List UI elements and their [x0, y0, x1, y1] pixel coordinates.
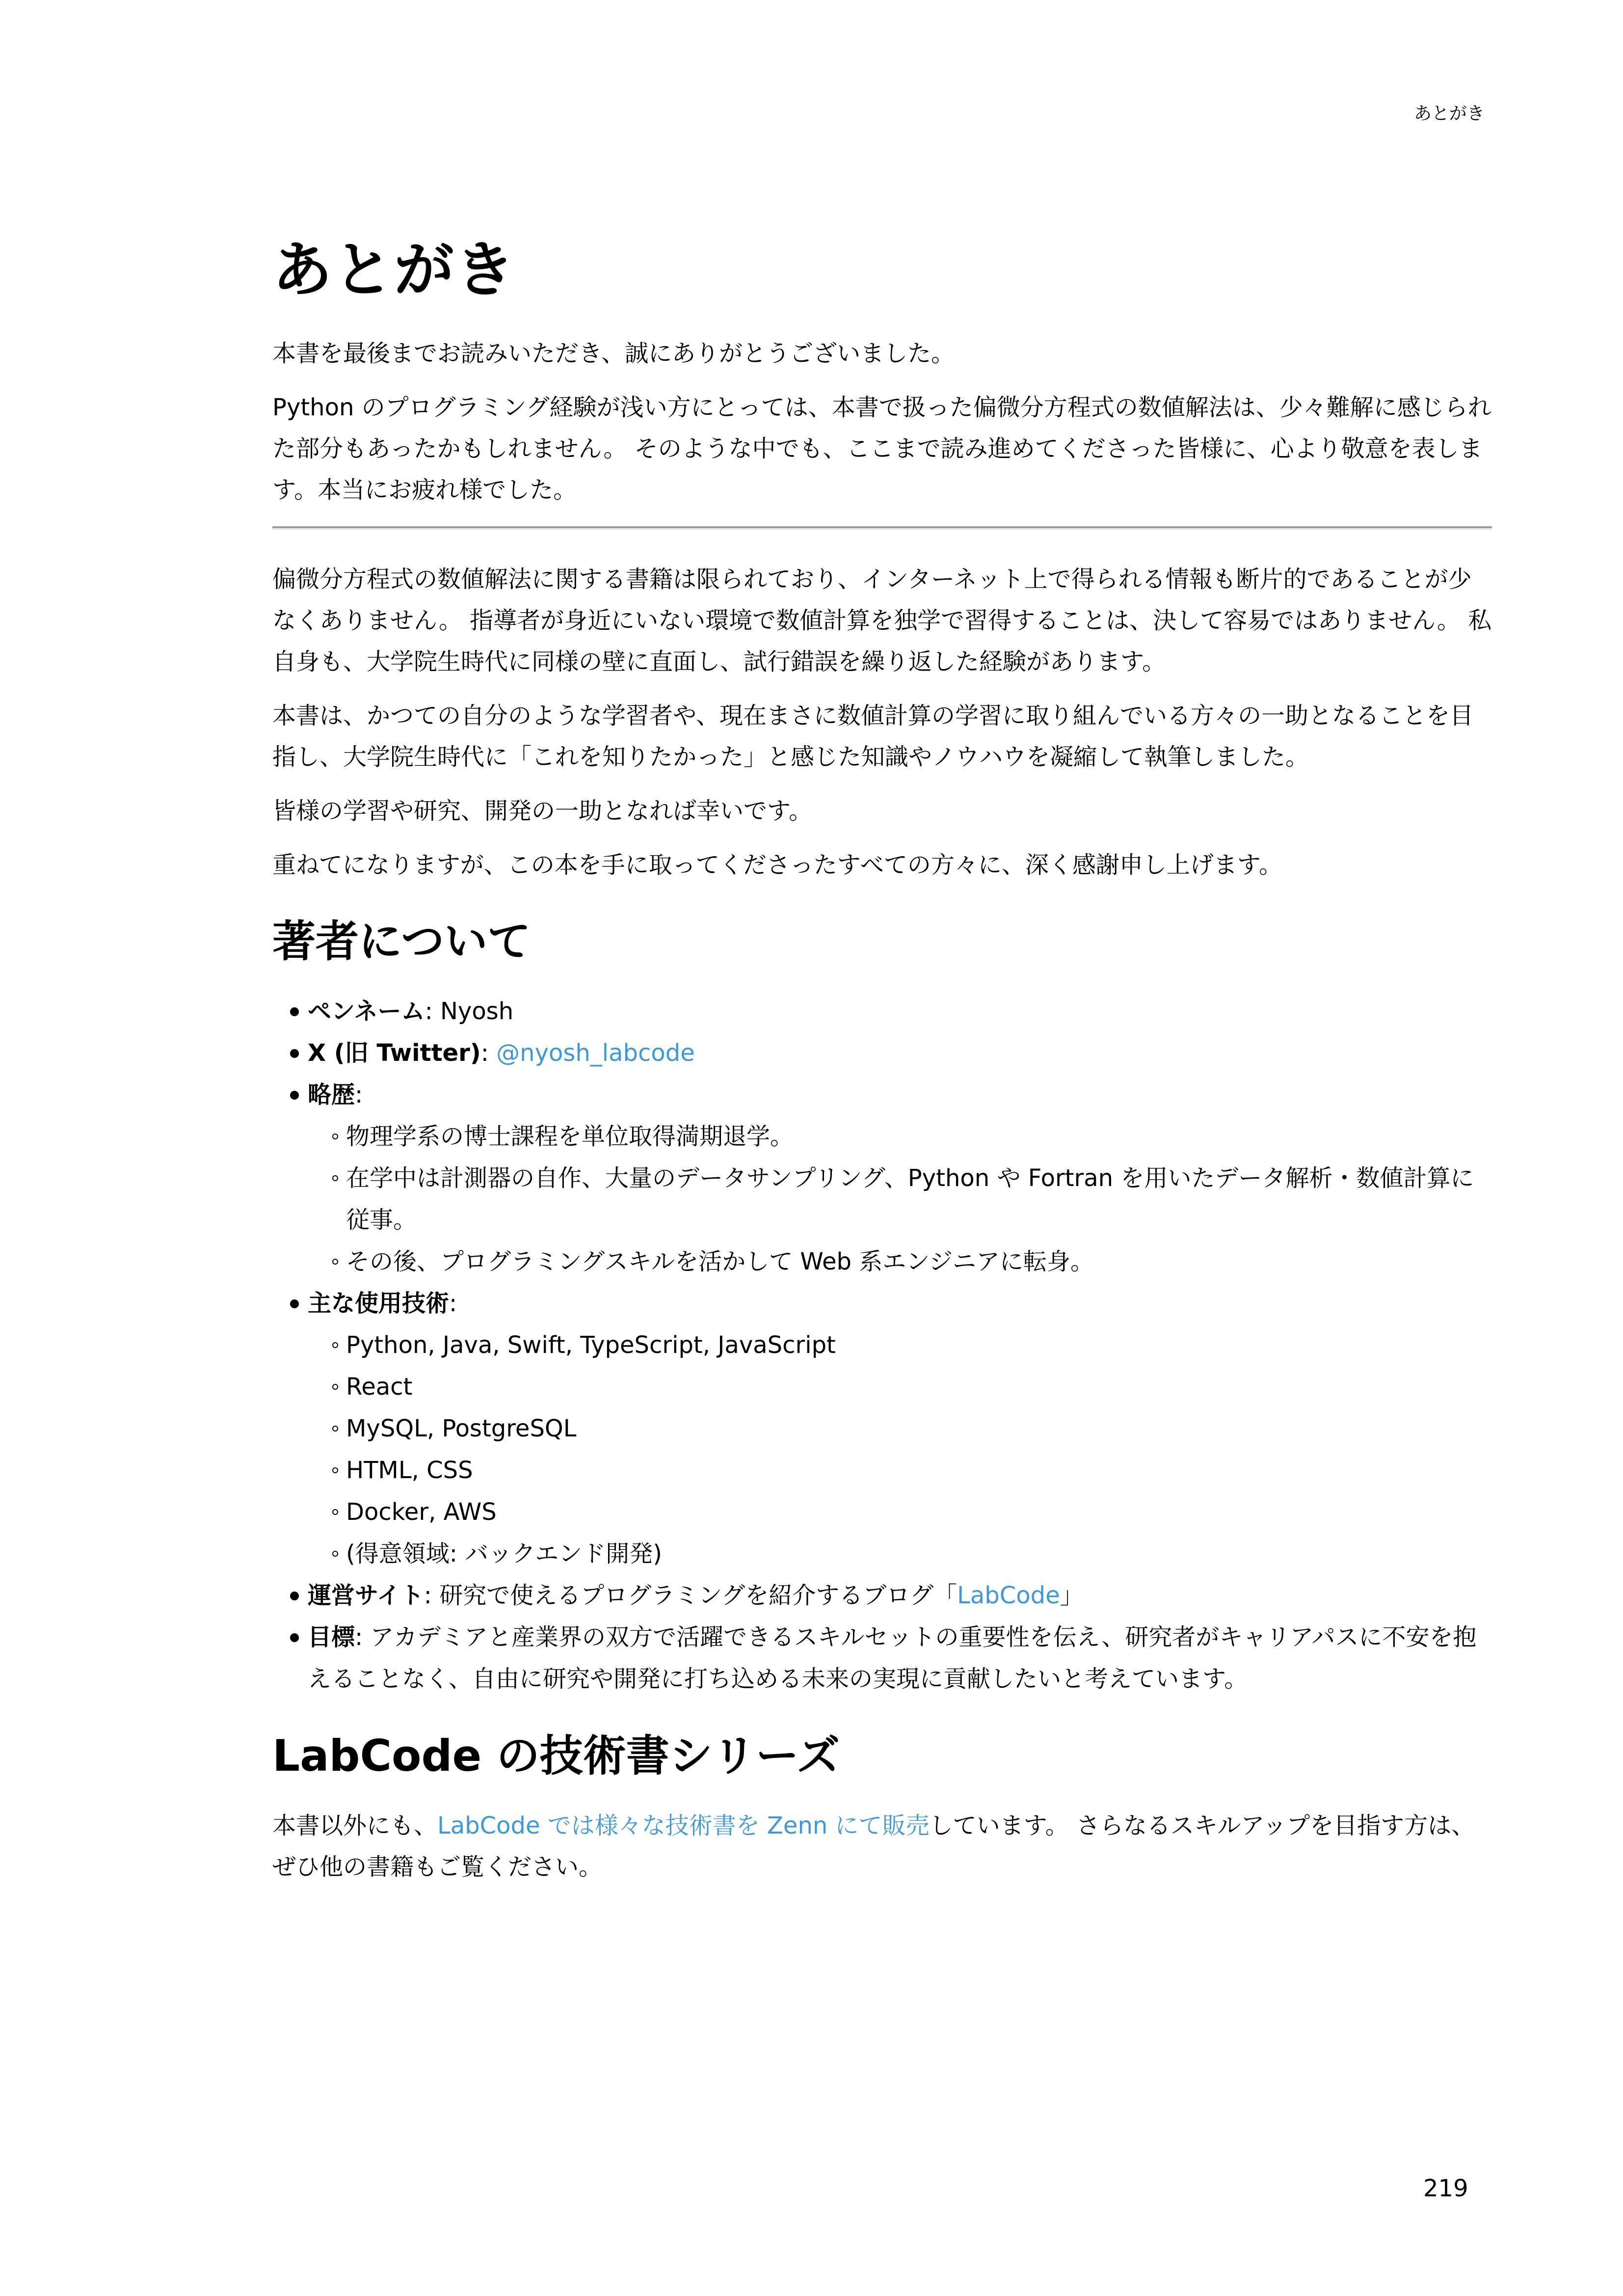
site-text-close: 」 [1060, 1582, 1084, 1609]
author-info-list [272, 991, 1492, 1700]
body-paragraph: 本書は、かつての自分のような学習者や、現在まさに数値計算の学習に取り組んでいる方々の一助となることを目指し、大学院生時代に「これを知りたかった」と感じた知識やノウハウを凝縮して執筆しました。 [272, 702, 1474, 771]
separator: : [355, 1623, 371, 1651]
career-item: 在学中は計測器の自作、大量のデータサンプリング、Python や Fortran を用いたデータ解析・数値計算に従事。 [272, 1158, 1492, 1241]
skill-item: HTML, CSS [272, 1450, 1492, 1491]
separator: : [425, 998, 440, 1025]
separator: : [480, 1039, 497, 1067]
skill-item: React [272, 1366, 1492, 1408]
zenn-books-link[interactable]: LabCode では様々な技術書を Zenn にて販売 [437, 1812, 930, 1839]
x-account-label: X (旧 Twitter) [308, 1039, 481, 1067]
career-label: 略歴 [308, 1081, 355, 1108]
chapter-title: あとがき [272, 235, 516, 305]
skill-item: Docker, AWS [272, 1491, 1492, 1533]
body-paragraph: 偏微分方程式の数値解法に関する書籍は限られており、インターネット上で得られる情報も断片的であることが少なくありません。 指導者が身近にいない環境で数値計算を独学で習得することは、決して容易ではありません。 私自身も、大学院生時代に同様の壁に直面し、試行錯誤を繰り返した経験があります。 [272, 566, 1492, 675]
body-paragraph: 皆様の学習や研究、開発の一助となれば幸いです。 [272, 797, 813, 825]
site-text: 研究で使えるプログラミングを紹介するブログ「 [439, 1582, 958, 1609]
body-paragraph: 重ねてになりますが、この本を手に取ってくださったすべての方々に、深く感謝申し上げます。 [272, 851, 1283, 879]
page-number: 219 [1423, 2175, 1468, 2202]
page-content [272, 231, 1492, 1900]
series-text: しています。 さらなるスキルアップを目指す方は、ぜひ他の書籍もご覧ください。 [272, 1812, 1475, 1881]
pen-name-label: ペンネーム [308, 998, 425, 1025]
list-item-goal [272, 1617, 1492, 1700]
skill-item: MySQL, PostgreSQL [272, 1408, 1492, 1450]
horizontal-rule [272, 526, 1492, 530]
skills-label: 主な使用技術 [308, 1290, 450, 1317]
goal-text: アカデミアと産業界の双方で活躍できるスキルセットの重要性を伝え、研究者がキャリアパスに不安を抱えることなく、自由に研究や開発に打ち込める未来の実現に貢献したいと考えています。 [308, 1623, 1477, 1693]
x-account-link[interactable]: @nyosh_labcode [496, 1039, 695, 1067]
separator: : [355, 1081, 363, 1108]
site-label: 運営サイト [308, 1582, 424, 1609]
labcode-link[interactable]: LabCode [957, 1582, 1060, 1609]
series-text: 本書以外にも、 [272, 1812, 438, 1839]
list-item-career [272, 1074, 1492, 1283]
separator: : [424, 1582, 440, 1609]
list-item-x-account [272, 1032, 1492, 1074]
author-section-title: 著者について [272, 916, 531, 967]
list-item-site [272, 1575, 1492, 1617]
skill-item: (得意領域: バックエンド開発) [272, 1533, 1492, 1575]
list-item-pen-name [272, 991, 1492, 1032]
career-item: 物理学系の博士課程を単位取得満期退学。 [272, 1116, 1492, 1158]
list-item-skills [272, 1283, 1492, 1575]
intro-paragraph: Python のプログラミング経験が浅い方にとっては、本書で扱った偏微分方程式の数値解法は、少々難解に感じられた部分もあったかもしれません。 そのような中でも、ここまで読み進めてくださった皆様に、心より敬意を表します。本当にお疲れ様でした。 [272, 394, 1491, 504]
career-sublist [308, 1116, 1492, 1283]
pen-name-value: Nyosh [440, 998, 514, 1025]
running-header: あとがき [1413, 104, 1485, 124]
intro-paragraph: 本書を最後までお読みいただき、誠にありがとうございました。 [272, 340, 955, 367]
series-paragraph [272, 1805, 1492, 1888]
series-section-title: LabCode の技術書シリーズ [272, 1730, 840, 1781]
skill-item: Python, Java, Swift, TypeScript, JavaScript [272, 1324, 1492, 1366]
goal-label: 目標 [308, 1623, 355, 1651]
separator: : [449, 1290, 457, 1317]
career-item: その後、プログラミングスキルを活かして Web 系エンジニアに転身。 [272, 1241, 1492, 1283]
skills-sublist [308, 1324, 1492, 1575]
